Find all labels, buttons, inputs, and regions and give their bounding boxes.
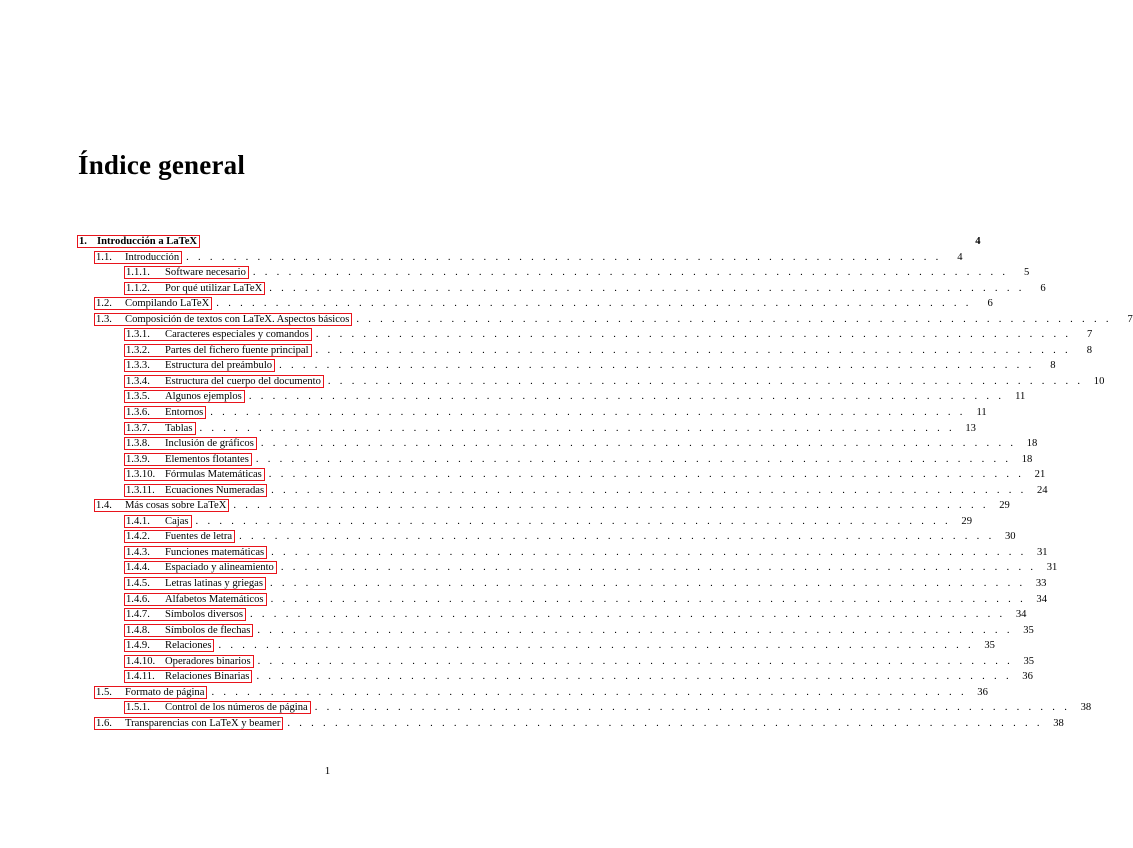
toc-entry-number: 1.4.3. <box>126 546 150 558</box>
dot-leader: . . . . . . . . . . . . . . . . . . . . . . . . . . . . . . . . . . . . . . . . . . . . . . . . . . . . . . . . . . . . . . . . <box>248 391 1005 403</box>
toc-entry-label: Estructura del preámbulo <box>165 360 273 372</box>
toc-entry-label: Algunos ejemplos <box>165 391 242 403</box>
toc-entry-page: 6 <box>1040 282 1046 294</box>
toc-entry-label: Por qué utilizar LaTeX <box>165 282 263 294</box>
toc-entry-page: 13 <box>965 422 976 434</box>
dot-leader: . . . . . . . . . . . . . . . . . . . . . . . . . . . . . . . . . . . . . . . . . . . . . . . . . . . . . . . . . . . . . . . . <box>271 484 1027 496</box>
dot-leader: . . . . . . . . . . . . . . . . . . . . . . . . . . . . . . . . . . . . . . . . . . . . . . . . . . . . . . . . . . . . . . . . <box>270 593 1027 605</box>
toc-entry-label: Elementos flotantes <box>165 453 249 465</box>
dot-leader: . . . . . . . . . . . . . . . . . . . . . . . . . . . . . . . . . . . . . . . . . . . . . . . . . . . . . . . . . . . . . . . . <box>257 655 1014 667</box>
toc-entry-number: 1.4.10. <box>126 655 156 667</box>
toc-entry-number: 1.3.11. <box>126 484 155 496</box>
toc-entry-page: 29 <box>999 500 1010 512</box>
toc-entry-number: 1.3.1. <box>126 329 150 341</box>
toc-entry-number: 1.3.8. <box>126 438 150 450</box>
toc-entry-number: 1.3.7. <box>126 422 150 434</box>
toc-entry-link[interactable] <box>124 484 267 497</box>
dot-leader: . . . . . . . . . . . . . . . . . . . . . . . . . . . . . . . . . . . . . . . . . . . . . . . . . . . . . . . . . . . . . . . . <box>287 717 1043 729</box>
toc-entry <box>78 607 1027 623</box>
toc-entry-number: 1.3.3. <box>126 360 150 372</box>
dot-leader: . . . . . . . . . . . . . . . . . . . . . . . . . . . . . . . . . . . . . . . . . . . . . . . . . . . . . . . . . . . . . . . . <box>186 251 942 263</box>
toc-entry-page: 38 <box>1080 702 1092 714</box>
toc-entry-label: Símbolos de flechas <box>165 624 251 636</box>
toc-entry <box>78 250 963 266</box>
toc-entry <box>78 669 1033 685</box>
toc-entry-number: 1.3.10. <box>126 469 156 481</box>
toc-entry <box>78 716 1064 732</box>
toc-entry <box>78 405 987 421</box>
toc-entry-link[interactable] <box>94 313 352 326</box>
toc-entry-label: Control de los números de página <box>165 702 308 714</box>
toc-entry-page: 11 <box>976 407 987 419</box>
toc-entry-link[interactable] <box>124 453 252 466</box>
toc-entry-label: Inclusión de gráficos <box>165 438 254 450</box>
toc-entry-number: 1. <box>79 236 87 247</box>
toc-entry-link[interactable] <box>77 235 200 248</box>
toc-entry-link[interactable] <box>124 468 265 481</box>
dot-leader: . . . . . . . . . . . . . . . . . . . . . . . . . . . . . . . . . . . . . . . . . . . . . . . . . . . . . . . . . . . . . . . . <box>268 469 1025 481</box>
toc-entry-label: Transparencias con LaTeX y beamer <box>125 717 281 729</box>
toc-entry-label: Relaciones Binarias <box>165 671 250 683</box>
toc-entry-number: 1.3. <box>96 313 112 325</box>
toc-entry-link[interactable] <box>124 593 267 606</box>
toc-entry-page: 21 <box>1034 469 1046 481</box>
toc-entry <box>78 514 972 530</box>
toc-entry-page: 34 <box>1015 609 1027 621</box>
toc-entry-link[interactable] <box>124 546 267 559</box>
toc-entry <box>78 638 995 654</box>
dot-leader: . . . . . . . . . . . . . . . . . . . . . . . . . . . . . . . . . . . . . . . . . . . . . . . . . . . . . . . . . . . . . . . . <box>271 546 1027 558</box>
toc-entry <box>78 312 1133 328</box>
toc-entry <box>78 685 988 701</box>
toc-entry-number: 1.5. <box>96 686 112 698</box>
toc-entry-number: 1.3.6. <box>126 407 150 419</box>
page-number: 1 <box>324 765 331 777</box>
dot-leader: . . . . . . . . . . . . . . . . . . . . . . . . . . . . . . . . . . . . . . . . . . . . . . . . . . . . . . . . . . . . . . . . <box>250 609 1006 621</box>
toc-entry <box>78 374 1105 390</box>
toc-entry-link[interactable] <box>94 717 283 730</box>
toc-entry-label: Estructura del cuerpo del documento <box>165 375 321 387</box>
toc-entry-page: 7 <box>1127 313 1133 325</box>
toc-entry-link[interactable] <box>124 282 265 295</box>
toc-entry-label: Símbolos diversos <box>165 609 243 621</box>
toc-entry-label: Letras latinas y griegas <box>165 578 263 590</box>
toc-entry-page: 5 <box>1024 267 1030 279</box>
toc-entry-link[interactable] <box>124 328 312 341</box>
toc-entry <box>78 592 1048 608</box>
toc-entry-link[interactable] <box>124 530 235 543</box>
dot-leader: . . . . . . . . . . . . . . . . . . . . . . . . . . . . . . . . . . . . . . . . . . . . . . . . . . . . . . . . . . . . . . . . <box>252 267 1009 279</box>
dot-leader: . . . . . . . . . . . . . . . . . . . . . . . . . . . . . . . . . . . . . . . . . . . . . . . . . . . . . . . . . . . . . . . . <box>269 578 1026 590</box>
dot-leader: . . . . . . . . . . . . . . . . . . . . . . . . . . . . . . . . . . . . . . . . . . . . . . . . . . . . . . . . . . . . . . . . <box>233 500 989 512</box>
toc-entry <box>78 529 1016 545</box>
dot-leader: . . . . . . . . . . . . . . . . . . . . . . . . . . . . . . . . . . . . . . . . . . . . . . . . . . . . . . . . . . . . . . . . <box>256 671 1012 683</box>
toc-entry <box>78 576 1047 592</box>
toc-entry-link[interactable] <box>124 608 246 621</box>
toc-entry <box>78 389 1026 405</box>
toc-entry-label: Más cosas sobre LaTeX <box>125 500 227 512</box>
toc-entry-page: 11 <box>1015 391 1026 403</box>
toc-entry-label: Caracteres especiales y comandos <box>165 329 309 341</box>
toc-entry-link[interactable] <box>124 577 266 590</box>
toc-entry-number: 1.4.11. <box>126 671 155 683</box>
dot-leader: . . . . . . . . . . . . . . . . . . . . . . . . . . . . . . . . . . . . . . . . . . . . . . . . . . . . . . . . . . . . . . . . <box>216 298 972 310</box>
toc-entry-number: 1.4. <box>96 500 112 512</box>
toc-entry-link[interactable] <box>124 670 252 683</box>
toc-entry-link[interactable] <box>94 499 229 512</box>
toc-entry-label: Compilando LaTeX <box>125 298 210 310</box>
toc-entry-link[interactable] <box>124 561 277 574</box>
toc-entry-label: Cajas <box>165 515 189 527</box>
dot-leader: . . . . . . . . . . . . . . . . . . . . . . . . . . . . . . . . . . . . . . . . . . . . . . . . . . . . . . . . . . . . . . . . <box>255 453 1012 465</box>
toc-entry-page: 6 <box>987 298 993 310</box>
toc-entry-number: 1.1.2. <box>126 282 150 294</box>
toc-entry <box>78 327 1093 343</box>
toc-entry-page: 35 <box>984 640 995 652</box>
toc-entry-number: 1.4.2. <box>126 531 150 543</box>
toc-entry-label: Espaciado y alineamiento <box>165 562 274 574</box>
toc-entry-page: 4 <box>957 251 963 263</box>
dot-leader: . . . . . . . . . . . . . . . . . . . . . . . . . . . . . . . . . . . . . . . . . . . . . . . . . . . . . . . . . . . . . . . . <box>314 702 1071 714</box>
toc-entry-label: Composición de textos con LaTeX. Aspectos básicos <box>125 313 350 325</box>
toc-entry-number: 1.3.2. <box>126 344 150 356</box>
toc-entry-number: 1.4.9. <box>126 640 150 652</box>
toc-entry-page: 30 <box>1004 531 1016 543</box>
toc-entry <box>78 467 1046 483</box>
toc-entry-link[interactable] <box>124 515 192 528</box>
toc-entry <box>78 498 1010 514</box>
dot-leader: . . . . . . . . . . . . . . . . . . . . . . . . . . . . . . . . . . . . . . . . . . . . . . . . . . . . . . . . . . . . . . . . <box>269 282 1025 294</box>
toc-entry-page: 24 <box>1037 484 1048 496</box>
toc-entry <box>78 265 1030 281</box>
toc-entry-label: Fórmulas Matemáticas <box>165 469 262 481</box>
toc-entry-page: 8 <box>1050 360 1056 372</box>
toc-entry <box>78 654 1035 670</box>
toc-entry-page: 8 <box>1086 344 1092 356</box>
toc-entry-link[interactable] <box>124 437 257 450</box>
toc-entry-number: 1.6. <box>96 717 112 729</box>
toc-entry-page: 34 <box>1036 593 1048 605</box>
toc-entry-page: 10 <box>1093 375 1105 387</box>
toc-entry-number: 1.4.5. <box>126 578 150 590</box>
toc-entry <box>78 436 1038 452</box>
toc-entry-link[interactable] <box>124 375 324 388</box>
toc-entry-number: 1.4.6. <box>126 593 150 605</box>
toc-entry-link[interactable] <box>124 344 312 357</box>
toc-entry-page: 18 <box>1026 438 1038 450</box>
toc-entry <box>78 452 1033 468</box>
toc-entry-page: 36 <box>977 686 988 698</box>
toc-entry-link[interactable] <box>124 266 249 279</box>
toc-entry-link[interactable] <box>124 639 214 652</box>
toc-entry-number: 1.3.4. <box>126 375 150 387</box>
toc-entry-label: Ecuaciones Numeradas <box>165 484 265 496</box>
toc-entry-link[interactable] <box>94 251 182 264</box>
toc-entry-link[interactable] <box>124 390 245 403</box>
toc-entry-page: 31 <box>1046 562 1058 574</box>
dot-leader: . . . . . . . . . . . . . . . . . . . . . . . . . . . . . . . . . . . . . . . . . . . . . . . . . . . . . . . . . . . . . . . . <box>195 515 951 527</box>
toc-entry-label: Software necesario <box>165 267 246 279</box>
toc-entry-page: 33 <box>1035 578 1047 590</box>
toc-entry-label: Formato de página <box>125 686 205 698</box>
dot-leader: . . . . . . . . . . . . . . . . . . . . . . . . . . . . . . . . . . . . . . . . . . . . . . . . . . . . . . . . . . . . . . . . <box>356 313 1112 325</box>
dot-leader: . . . . . . . . . . . . . . . . . . . . . . . . . . . . . . . . . . . . . . . . . . . . . . . . . . . . . . . . . . . . . . . . <box>260 438 1017 450</box>
toc-entry-number: 1.4.4. <box>126 562 150 574</box>
toc-entry-number: 1.1.1. <box>126 267 150 279</box>
toc-entry <box>78 421 976 437</box>
toc-entry-number: 1.3.9. <box>126 453 150 465</box>
page-title: Índice general <box>78 150 246 180</box>
toc-entry-page: 29 <box>961 515 972 527</box>
toc-entry-page: 31 <box>1037 546 1048 558</box>
dot-leader: . . . . . . . . . . . . . . . . . . . . . . . . . . . . . . . . . . . . . . . . . . . . . . . . . . . . . . . . . . . . . . . . <box>199 422 955 434</box>
toc-entry <box>78 545 1048 561</box>
toc-entry-link[interactable] <box>124 624 253 637</box>
dot-leader: . . . . . . . . . . . . . . . . . . . . . . . . . . . . . . . . . . . . . . . . . . . . . . . . . . . . . . . . . . . . . . . . <box>218 640 974 652</box>
toc-entry-label: Fuentes de letra <box>165 531 233 543</box>
toc-entry-page: 35 <box>1023 624 1034 636</box>
toc-entry <box>78 234 981 250</box>
toc-entry-number: 1.3.5. <box>126 391 150 403</box>
toc-entry-label: Funciones matemáticas <box>165 546 265 558</box>
dot-leader: . . . . . . . . . . . . . . . . . . . . . . . . . . . . . . . . . . . . . . . . . . . . . . . . . . . . . . . . . . . . . . . . <box>257 624 1013 636</box>
toc-entry-page: 18 <box>1021 453 1033 465</box>
dot-leader: . . . . . . . . . . . . . . . . . . . . . . . . . . . . . . . . . . . . . . . . . . . . . . . . . . . . . . . . . . . . . . . . <box>327 375 1084 387</box>
toc-entry-number: 1.1. <box>96 251 112 263</box>
toc-entry <box>78 560 1058 576</box>
toc-entry-link[interactable] <box>124 422 196 435</box>
toc-entry-number: 1.4.8. <box>126 624 150 636</box>
toc-entry-label: Operadores binarios <box>165 655 251 667</box>
toc-entry <box>78 343 1092 359</box>
toc-entry-link[interactable] <box>124 655 254 668</box>
toc-entry-label: Alfabetos Matemáticos <box>165 593 264 605</box>
toc-entry-label: Introducción <box>125 251 180 263</box>
toc-entry <box>78 483 1048 499</box>
toc-entry <box>78 623 1034 639</box>
toc-entry-number: 1.2. <box>96 298 112 310</box>
toc-entry-label: Relaciones <box>165 640 212 652</box>
dot-leader: . . . . . . . . . . . . . . . . . . . . . . . . . . . . . . . . . . . . . . . . . . . . . . . . . . . . . . . . . . . . . . . . <box>315 344 1071 356</box>
toc-entry-number: 1.4.1. <box>126 515 150 527</box>
toc-entry-link[interactable] <box>124 359 275 372</box>
toc-entry <box>78 281 1046 297</box>
toc-entry <box>78 700 1092 716</box>
toc-entry-page: 4 <box>975 236 981 247</box>
table-of-contents <box>78 234 1133 732</box>
dot-leader: . . . . . . . . . . . . . . . . . . . . . . . . . . . . . . . . . . . . . . . . . . . . . . . . . . . . . . . . . . . . . . . . <box>315 329 1072 341</box>
toc-entry-number: 1.5.1. <box>126 702 150 714</box>
dot-leader: . . . . . . . . . . . . . . . . . . . . . . . . . . . . . . . . . . . . . . . . . . . . . . . . . . . . . . . . . . . . . . . . <box>211 686 967 698</box>
toc-entry-page: 36 <box>1022 671 1033 683</box>
dot-leader: . . . . . . . . . . . . . . . . . . . . . . . . . . . . . . . . . . . . . . . . . . . . . . . . . . . . . . . . . . . . . . . . <box>279 360 1035 372</box>
dot-leader: . . . . . . . . . . . . . . . . . . . . . . . . . . . . . . . . . . . . . . . . . . . . . . . . . . . . . . . . . . . . . . . . <box>239 531 995 543</box>
toc-entry <box>78 296 993 312</box>
toc-entry-link[interactable] <box>94 686 207 699</box>
dot-leader: . . . . . . . . . . . . . . . . . . . . . . . . . . . . . . . . . . . . . . . . . . . . . . . . . . . . . . . . . . . . . . . . <box>280 562 1037 574</box>
toc-entry-label: Introducción a LaTeX <box>97 236 198 247</box>
toc-entry-label: Partes del fichero fuente principal <box>165 344 309 356</box>
dot-leader: . . . . . . . . . . . . . . . . . . . . . . . . . . . . . . . . . . . . . . . . . . . . . . . . . . . . . . . . . . . . . . . . <box>210 407 966 419</box>
toc-entry-link[interactable] <box>124 701 311 714</box>
toc-entry-page: 38 <box>1053 717 1064 729</box>
toc-entry-page: 35 <box>1023 655 1035 667</box>
toc-entry <box>78 358 1056 374</box>
toc-entry-label: Tablas <box>165 422 193 434</box>
toc-entry-link[interactable] <box>124 406 206 419</box>
toc-entry-label: Entornos <box>165 407 204 419</box>
toc-entry-link[interactable] <box>94 297 212 310</box>
toc-entry-number: 1.4.7. <box>126 609 150 621</box>
toc-entry-page: 7 <box>1087 329 1093 341</box>
